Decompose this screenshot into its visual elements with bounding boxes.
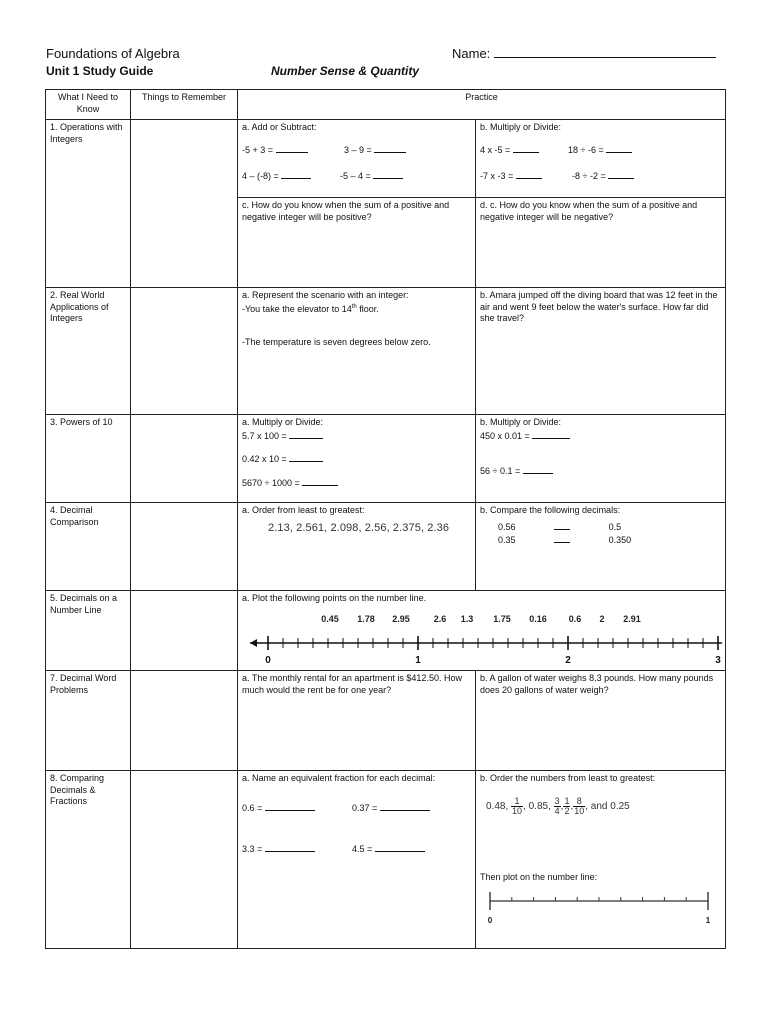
section-label: a. Order from least to greatest:	[242, 505, 365, 515]
answer-blank[interactable]	[265, 801, 315, 811]
answer-blank[interactable]	[380, 801, 430, 811]
answer-blank[interactable]	[373, 169, 403, 179]
problem-text: 5670 ÷ 1000 =	[242, 477, 300, 488]
answer-blank[interactable]	[606, 143, 632, 153]
practice-cell	[238, 415, 476, 503]
numerator: 3	[554, 795, 560, 806]
problem-text: -8 ÷ -2 =	[572, 171, 606, 181]
topic-title: Number Sense & Quantity	[271, 64, 420, 78]
problem-text: -5 + 3 =	[242, 144, 274, 155]
study-guide-table	[45, 89, 726, 949]
problem-row	[242, 169, 471, 183]
decimal-value: 0.48,	[486, 800, 509, 812]
answer-blank[interactable]	[281, 169, 311, 179]
numerator: 1	[564, 795, 570, 806]
practice-cell	[476, 415, 726, 503]
point-label: 1.78	[357, 613, 375, 624]
denominator: 4	[554, 805, 560, 816]
axis-label: 0	[265, 654, 271, 666]
point-label: 2.91	[623, 613, 641, 624]
decimal-value: 0.35	[498, 535, 516, 545]
table-row	[46, 120, 726, 198]
point-label: 2.6	[433, 613, 447, 624]
topic-decimals-number-line: 5. Decimals on a Number Line	[46, 591, 131, 671]
problem-text: 4.5 =	[352, 844, 373, 854]
numerator: 8	[573, 797, 585, 807]
col-header-practice: Practice	[238, 90, 726, 120]
practice-cell	[238, 120, 476, 198]
scenario-elevator	[242, 302, 471, 316]
section-label: a. Plot the following points on the number line.	[242, 593, 427, 603]
problem-text: 3 – 9 =	[344, 144, 372, 155]
section-label: b. Multiply or Divide:	[480, 122, 562, 132]
problem-row	[480, 169, 721, 183]
problem-text: 0.37 =	[352, 802, 378, 813]
problem-row	[242, 452, 471, 466]
remember-cell[interactable]	[131, 503, 238, 591]
scenario-text: floor.	[356, 303, 379, 314]
problem-text: 0.6 =	[242, 802, 263, 813]
section-label: b. Compare the following decimals:	[480, 505, 621, 515]
compare-blank[interactable]	[554, 533, 570, 543]
problem-text: 18 ÷ -6 =	[568, 144, 604, 155]
decimal-list: 2.13, 2.561, 2.098, 2.56, 2.375, 2.36	[268, 521, 450, 534]
decimal-value: 0.56	[498, 521, 516, 532]
axis-label: 1	[415, 654, 421, 666]
answer-blank[interactable]	[523, 464, 553, 474]
number-line-0-3[interactable]	[242, 605, 726, 669]
section-label: a. Multiply or Divide:	[242, 417, 324, 427]
col-header-remember: Things to Remember	[131, 90, 238, 120]
remember-cell[interactable]	[131, 771, 238, 949]
denominator: 10	[512, 805, 523, 816]
word-problem-water[interactable]: b. A gallon of water weighs 8.3 pounds. How many pounds does 20 gallons of water weigh?	[476, 671, 726, 771]
remember-cell[interactable]	[131, 120, 238, 288]
answer-blank[interactable]	[532, 429, 570, 439]
problem-text: 450 x 0.01 =	[480, 430, 530, 441]
section-label: b. Order the numbers from least to greatest:	[480, 773, 656, 783]
point-label: 0.45	[321, 613, 339, 624]
decimal-value: , 0.85,	[523, 800, 551, 812]
problem-row	[242, 143, 471, 157]
practice-cell	[476, 120, 726, 198]
problem-row	[242, 476, 471, 490]
problem-row	[242, 801, 471, 815]
number-line-cell	[238, 591, 726, 671]
numerator: 1	[511, 797, 523, 807]
problem-row	[480, 464, 721, 478]
fraction	[573, 797, 585, 816]
decimal-value: 0.5	[608, 521, 622, 532]
remember-cell[interactable]	[131, 288, 238, 415]
problem-text: 3.3 =	[242, 844, 263, 854]
decimal-value: , and 0.25	[585, 800, 630, 812]
word-problem-rent[interactable]: a. The monthly rental for an apartment is $412.50. How much would the rent be for one year?	[238, 671, 476, 771]
table-header-row	[46, 90, 726, 120]
answer-blank[interactable]	[302, 476, 338, 486]
problem-text: -7 x -3 =	[480, 171, 514, 181]
unit-title: Unit 1 Study Guide	[46, 64, 154, 78]
problem-text: 4 x -5 =	[480, 144, 511, 155]
answer-blank[interactable]	[289, 429, 323, 439]
name-field[interactable]	[452, 46, 716, 61]
question-d[interactable]: d. c. How do you know when the sum of a positive and negative integer will be negative?	[476, 198, 726, 288]
section-label: a. Name an equivalent fraction for each decimal:	[242, 773, 436, 783]
answer-blank[interactable]	[516, 169, 542, 179]
plot-instruction: Then plot on the number line:	[480, 871, 598, 882]
denominator: 2	[564, 805, 570, 816]
table-row	[46, 415, 726, 503]
point-label: 0.6	[568, 613, 582, 624]
arrow-left-icon	[250, 639, 257, 647]
answer-blank[interactable]	[276, 143, 308, 153]
topic-operations-integers: 1. Operations with Integers	[46, 120, 131, 288]
decimal-value: 0.350	[608, 535, 632, 545]
number-line-0-1[interactable]	[480, 883, 716, 927]
answer-blank[interactable]	[375, 842, 425, 852]
axis-label: 2	[565, 654, 571, 666]
answer-blank[interactable]	[608, 169, 634, 179]
practice-cell	[238, 288, 476, 415]
topic-decimal-comparison: 4. Decimal Comparison	[46, 503, 131, 591]
fraction	[563, 797, 570, 816]
answer-blank[interactable]	[289, 452, 323, 462]
section-label: a. Add or Subtract:	[242, 122, 317, 132]
point-label: 1.3	[460, 613, 474, 624]
problem-text: -5 – 4 =	[340, 171, 371, 181]
practice-cell	[238, 503, 476, 591]
axis-label: 3	[715, 654, 721, 666]
problem-row	[242, 429, 471, 443]
number-list: 0.48, $\frac{1}{10}$ , 0.85, $\frac{3}{4}$ , $\frac{1}{2}$ , $\frac{8}{10}$ , and 0.25	[486, 795, 630, 816]
point-label: 2.95	[392, 613, 410, 624]
topic-decimals-fractions: 8. Comparing Decimals & Fractions	[46, 771, 131, 949]
answer-blank[interactable]	[374, 143, 406, 153]
point-label: 0.16	[529, 613, 547, 624]
question-c[interactable]: c. How do you know when the sum of a positive and negative integer will be positive?	[238, 198, 476, 288]
problem-row	[242, 842, 471, 856]
scenario-text: -You take the elevator to 14	[242, 303, 352, 314]
answer-blank[interactable]	[513, 143, 539, 153]
point-label: 2	[599, 613, 605, 624]
axis-label: 0	[487, 916, 493, 925]
course-title: Foundations of Algebra	[46, 46, 180, 61]
fraction	[554, 797, 561, 816]
table-row	[46, 591, 726, 671]
answer-blank[interactable]	[265, 842, 315, 852]
compare-row	[498, 520, 721, 547]
practice-cell	[238, 771, 476, 949]
problem-text: 5.7 x 100 =	[242, 430, 287, 441]
practice-cell	[476, 503, 726, 591]
name-blank[interactable]	[494, 46, 716, 58]
section-label: a. Represent the scenario with an integer:	[242, 290, 409, 300]
problem-text: 4 – (-8) =	[242, 171, 279, 181]
topic-real-world-integers: 2. Real World Applications of Integers	[46, 288, 131, 415]
table-row	[46, 771, 726, 949]
word-problem-diving[interactable]: b. Amara jumped off the diving board that was 12 feet in the air and went 9 feet below the water's surface. How far did she travel?	[476, 288, 726, 415]
topic-powers-of-10: 3. Powers of 10	[46, 415, 131, 503]
point-label: 1.75	[493, 613, 511, 624]
col-header-need: What I Need to Know	[46, 90, 131, 120]
problem-text: 0.42 x 10 =	[242, 454, 287, 464]
remember-cell[interactable]	[131, 591, 238, 671]
table-row	[46, 288, 726, 415]
practice-cell	[476, 771, 726, 949]
compare-blank[interactable]	[554, 520, 570, 530]
name-label: Name:	[452, 46, 491, 61]
scenario-temperature: -The temperature is seven degrees below zero.	[242, 337, 431, 347]
table-row	[46, 671, 726, 771]
problem-text: 56 ÷ 0.1 =	[480, 466, 521, 476]
table-row	[46, 503, 726, 591]
remember-cell[interactable]	[131, 671, 238, 771]
problem-row	[480, 429, 721, 443]
ordinal-suffix: th	[351, 303, 357, 310]
fraction	[511, 797, 523, 816]
denominator: 10	[574, 805, 585, 816]
problem-row	[480, 143, 721, 157]
axis-label: 1	[705, 916, 711, 925]
topic-decimal-word-problems: 7. Decimal Word Problems	[46, 671, 131, 771]
remember-cell[interactable]	[131, 415, 238, 503]
section-label: b. Multiply or Divide:	[480, 417, 562, 427]
